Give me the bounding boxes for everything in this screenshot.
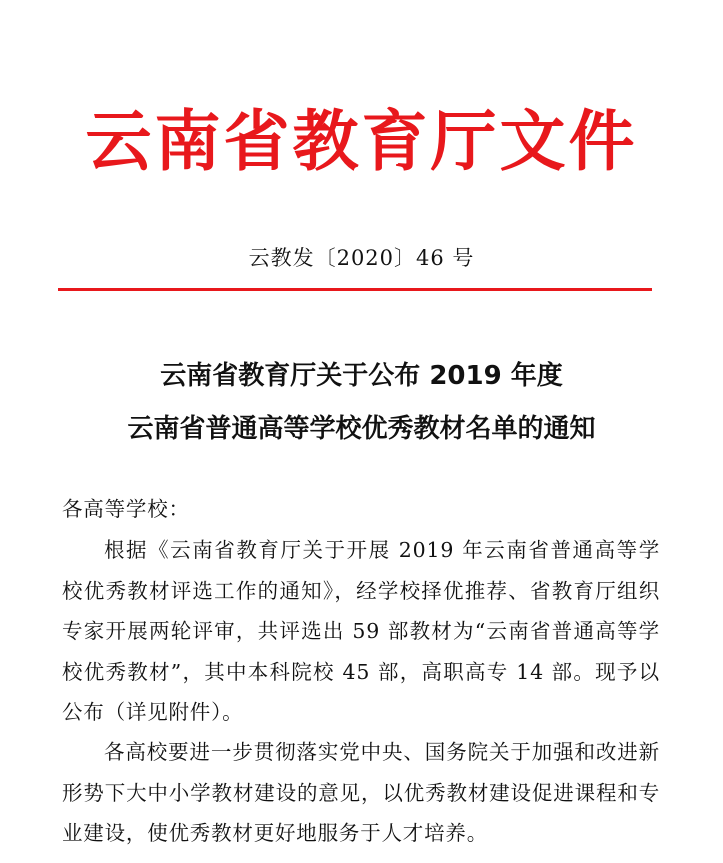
notice-title-line-1: 云南省教育厅关于公布 2019 年度 (160, 361, 563, 391)
document-masthead: 云南省教育厅文件 (85, 103, 638, 180)
body-paragraph-1: 根据《云南省教育厅关于开展 2019 年云南省普通高等学校优秀教材评选工作的通知》，经学校择优推荐、省教育厅组织专家开展两轮评审，共评选出 59 部教材为“云南省普通高等学校优秀教材”，其中本科院校 45 部，高职高专 14 部。现予以公布（详见附件）。 (62, 538, 660, 724)
body-paragraph-2: 各高校要进一步贯彻落实党中央、国务院关于加强和改进新形势下大中小学教材建设的意见，以优秀教材建设促进课程和专业建设，使优秀教材更好地服务于人才培养。 (62, 740, 660, 845)
salutation: 各高等学校： (62, 497, 190, 521)
notice-title-line-2: 云南省普通高等学校优秀教材名单的通知 (127, 414, 596, 444)
red-divider-line (58, 288, 652, 291)
document-number: 云教发〔2020〕46 号 (248, 246, 475, 270)
